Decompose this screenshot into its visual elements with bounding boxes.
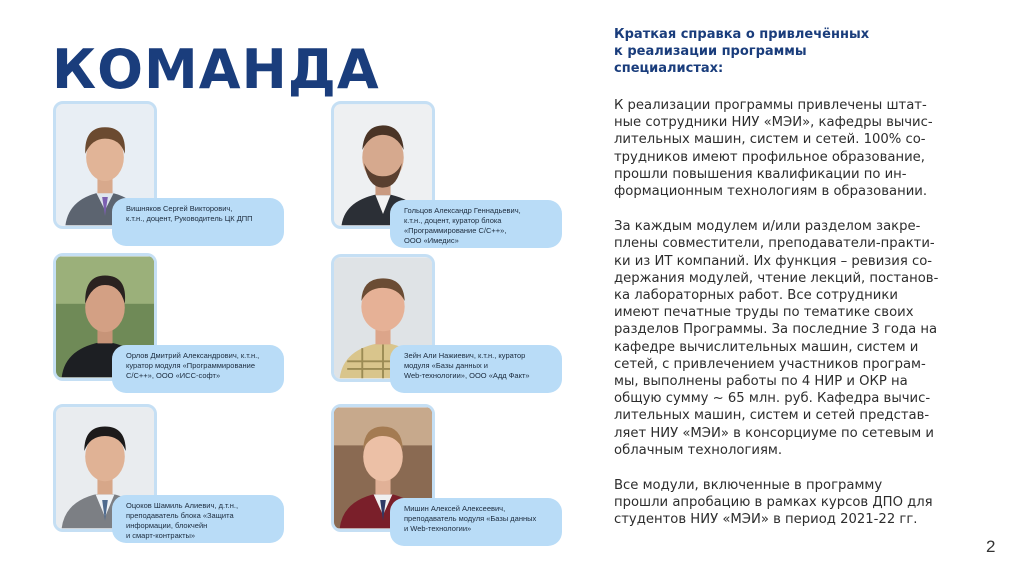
caption-line: куратор модуля «Программирование: [126, 361, 256, 370]
caption-line: ООО «Имедис»: [404, 236, 459, 245]
paragraph-line: сетей, с привлечением участников програм-: [614, 356, 926, 372]
caption-line: «Программирование С/С++»,: [404, 226, 507, 235]
paragraph-line: формационным технологиям в образовании.: [614, 184, 928, 200]
caption-line: преподаватель модуля «Базы данных: [404, 514, 537, 523]
caption-line: и смарт-контракты»: [126, 531, 196, 540]
caption-line: преподаватель блока «Защита: [126, 511, 234, 520]
team-caption-6: [390, 498, 562, 546]
info-heading: [614, 26, 984, 77]
caption-line: С/С++», ООО «ИСС-софт»: [126, 371, 221, 380]
paragraph-line: ляет НИУ «МЭИ» в консорциуме по сетевым и: [614, 425, 934, 441]
paragraph-line: студентов НИУ «МЭИ» в период 2021-22 гг.: [614, 512, 918, 528]
paragraph-line: прошли повышения квалификации по ин-: [614, 166, 907, 182]
team-caption-4: [390, 345, 562, 393]
caption-line: информации, блокчейн: [126, 521, 208, 530]
paragraph-line: разделов Программы. За последние 3 года на: [614, 322, 938, 338]
team-caption-1: [112, 198, 284, 246]
caption-line: Зейн Али Нажиевич, к.т.н., куратор: [404, 351, 526, 360]
page-title: КОМАНДА: [52, 38, 380, 101]
paragraph-line: кафедре вычислительных машин, систем и: [614, 339, 919, 355]
paragraph-line: имеют печатные труды по тематике своих: [614, 305, 914, 321]
heading-line: Краткая справка о привлечённых: [614, 27, 870, 42]
paragraph-line: общую сумму ~ 65 млн. руб. Кафедра вычис-: [614, 391, 931, 407]
paragraph-line: лительных машин, систем и сетей. 100% со-: [614, 132, 926, 148]
caption-line: Мишин Алексей Алексеевич,: [404, 504, 506, 513]
paragraph-line: ка лабораторных работ. Все сотрудники: [614, 288, 898, 304]
paragraph-practitioners: [614, 218, 984, 459]
paragraph-line: мы, выполнены работы по 4 НИР и ОКР на: [614, 374, 908, 390]
caption-line: Web-технологии», ООО «Адд Факт»: [404, 371, 530, 380]
team-caption-2: [390, 200, 562, 248]
paragraph-line: облачным технологиям.: [614, 442, 783, 458]
paragraph-line: прошли апробацию в рамках курсов ДПО для: [614, 495, 933, 511]
paragraph-line: ки из ИТ компаний. Их функция – ревизия со-: [614, 253, 933, 269]
paragraph-line: Все модули, включенные в программу: [614, 478, 883, 494]
paragraph-line: ные сотрудники НИУ «МЭИ», кафедры вычис-: [614, 115, 933, 131]
paragraph-line: лительных машин, систем и сетей представ-: [614, 408, 930, 424]
caption-line: к.т.н., доцент, куратор блока: [404, 216, 502, 225]
caption-line: к.т.н., доцент, Руководитель ЦК ДПП: [126, 214, 253, 223]
caption-line: Орлов Дмитрий Александрович, к.т.н.,: [126, 351, 260, 360]
paragraph-staff: [614, 97, 984, 200]
paragraph-line: трудников имеют профильное образование,: [614, 149, 925, 165]
heading-line: специалистах:: [614, 61, 724, 76]
caption-line: Вишняков Сергей Викторович,: [126, 204, 233, 213]
caption-line: Оцоков Шамиль Алиевич, д.т.н.,: [126, 501, 239, 510]
info-column: [614, 26, 984, 529]
paragraph-line: плены совместители, преподаватели-практи-: [614, 236, 935, 252]
paragraph-approbation: [614, 477, 984, 529]
heading-line: к реализации программы: [614, 44, 807, 59]
caption-line: Гольцов Александр Геннадьевич,: [404, 206, 521, 215]
caption-line: модуля «Базы данных и: [404, 361, 488, 370]
paragraph-line: За каждым модулем и/или разделом закре-: [614, 219, 921, 235]
team-caption-3: [112, 345, 284, 393]
paragraph-line: держания модулей, чтение лекций, постанов-: [614, 270, 939, 286]
paragraph-line: К реализации программы привлечены штат-: [614, 98, 927, 113]
team-caption-5: [112, 495, 284, 543]
caption-line: и Web-технологии»: [404, 524, 472, 533]
page-number: 2: [986, 537, 996, 556]
